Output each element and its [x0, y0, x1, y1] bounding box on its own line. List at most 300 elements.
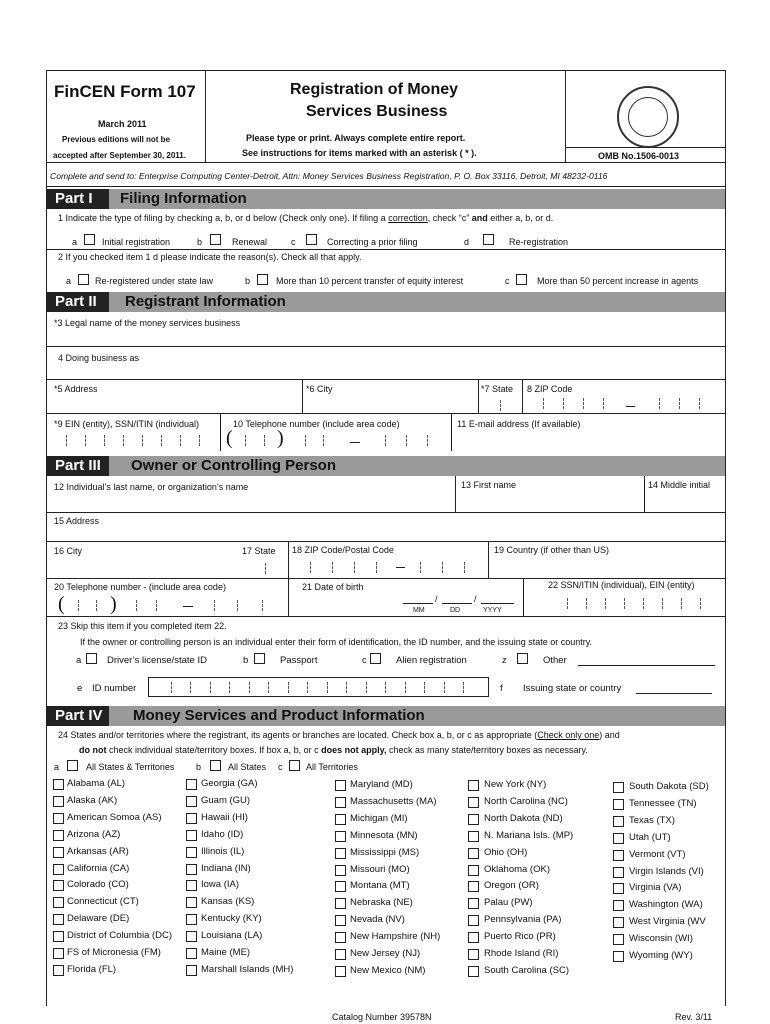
tick: [136, 600, 137, 611]
state-label: Oregon (OR): [484, 880, 539, 891]
dob-dd-line[interactable]: [442, 603, 472, 604]
tick: [262, 600, 263, 611]
state-checkbox-col1-5[interactable]: [53, 864, 64, 875]
dba-field[interactable]: [47, 364, 724, 379]
id-e-letter: e: [77, 683, 83, 694]
agents-increase-checkbox[interactable]: [516, 274, 527, 285]
line: [46, 512, 725, 513]
send-to: Complete and send to: Enterprise Computing Center-Detroit, Attn: Money Services Business Registration, P. O. Box 33116, Detroit, MI 48232-0116: [50, 171, 608, 181]
state-checkbox-col2-1[interactable]: [186, 796, 197, 807]
state-checkbox-col1-7[interactable]: [53, 897, 64, 908]
tick: [180, 435, 181, 446]
state-checkbox-col5-6[interactable]: [613, 883, 624, 894]
tick: [662, 598, 663, 609]
line: [46, 346, 725, 347]
tick: [679, 398, 680, 409]
tick: [583, 398, 584, 409]
tick: [464, 562, 465, 573]
correcting-label: Correcting a prior filing: [327, 237, 418, 247]
state-checkbox-col3-5[interactable]: [335, 865, 346, 876]
zip-dash: [626, 406, 635, 407]
state-checkbox-col5-5[interactable]: [613, 867, 624, 878]
tick: [288, 682, 289, 693]
tick: [406, 435, 407, 446]
tick: [624, 598, 625, 609]
state-label: Utah (UT): [629, 832, 671, 843]
header-divider-right: [565, 70, 566, 162]
state-checkbox-col2-4[interactable]: [186, 847, 197, 858]
dob-label: 21 Date of birth: [302, 582, 364, 592]
part2-title: Registrant Information: [125, 293, 286, 310]
state-checkbox-col4-8[interactable]: [468, 915, 479, 926]
equity-transfer-label: More than 10 percent transfer of equity interest: [276, 276, 464, 286]
state-checkbox-col3-0[interactable]: [335, 780, 346, 791]
owner-phone-close-paren: ): [110, 593, 117, 615]
reason-c-letter: c: [505, 276, 510, 286]
tick: [385, 682, 386, 693]
tick: [123, 435, 124, 446]
line: [46, 616, 725, 617]
state-checkbox-col2-11[interactable]: [186, 965, 197, 976]
scope-b-letter: b: [196, 762, 202, 772]
state-checkbox-col2-7[interactable]: [186, 897, 197, 908]
state-label: Mississippi (MS): [350, 847, 420, 858]
phone-open-paren: (: [226, 427, 233, 449]
state-checkbox-col1-2[interactable]: [53, 813, 64, 824]
all-states-label: All States: [228, 762, 267, 772]
tick: [237, 600, 238, 611]
state-label: Puerto Rico (PR): [484, 931, 556, 942]
item24-text-2: do not check individual state/territory boxes. If box a, b, or c does not apply, check as many state/territory boxes as necessary.: [79, 745, 588, 755]
state-label: North Carolina (NC): [484, 796, 568, 807]
state-checkbox-col4-6[interactable]: [468, 881, 479, 892]
owner-city-label: 16 City: [54, 546, 83, 556]
all-states-territories-label: All States & Territories: [86, 762, 175, 772]
tick: [156, 600, 157, 611]
title-line-2: Services Business: [306, 103, 448, 120]
agents-increase-label: More than 50 percent increase in agents: [537, 276, 699, 286]
state-label: *7 State: [481, 384, 514, 394]
state-checkbox-col5-2[interactable]: [613, 816, 624, 827]
legal-name-field[interactable]: [47, 330, 724, 346]
state-label: Missouri (MO): [350, 864, 410, 875]
item23-text: 23 Skip this item if you completed item 22.: [58, 621, 227, 631]
dob-yyyy-line[interactable]: [481, 603, 514, 604]
equity-transfer-checkbox[interactable]: [257, 274, 268, 285]
dob-dd-label: DD: [450, 607, 461, 614]
part1-label: Part I: [47, 189, 109, 209]
state-checkbox-col3-6[interactable]: [335, 881, 346, 892]
state-label: Michigan (MI): [350, 813, 408, 824]
state-label: Colorado (CO): [67, 879, 129, 890]
email-field[interactable]: [453, 430, 724, 450]
state-checkbox-col3-3[interactable]: [335, 831, 346, 842]
tick: [681, 598, 682, 609]
state-checkbox-col5-9[interactable]: [613, 934, 624, 945]
prev-editions-1: Previous editions will not be: [62, 135, 171, 144]
filing-b-letter: b: [197, 237, 203, 247]
correcting-checkbox[interactable]: [306, 234, 317, 245]
state-label: South Dakota (SD): [629, 781, 709, 792]
scope-a-letter: a: [54, 762, 60, 772]
tick: [85, 435, 86, 446]
state-label: Marshall Islands (MH): [201, 964, 294, 975]
vline: [488, 541, 489, 578]
tick: [700, 598, 701, 609]
state-checkbox-col3-8[interactable]: [335, 915, 346, 926]
alien-registration-checkbox[interactable]: [370, 653, 381, 664]
tick: [310, 562, 311, 573]
tick: [78, 600, 79, 611]
tick: [427, 435, 428, 446]
address-field[interactable]: [47, 395, 302, 412]
phone-field[interactable]: [222, 427, 450, 450]
state-label: Oklahoma (OK): [484, 864, 550, 875]
legal-name-label: *3 Legal name of the money services business: [54, 318, 241, 328]
fincen-seal-icon: [617, 86, 679, 148]
re-registration-checkbox[interactable]: [483, 234, 494, 245]
state-label: Rhode Island (RI): [484, 948, 559, 959]
owner-phone-dash: [183, 606, 193, 607]
vline: [302, 379, 303, 413]
state-checkbox-col4-0[interactable]: [468, 780, 479, 791]
state-label: N. Mariana Isls. (MP): [484, 830, 574, 841]
issuing-state-label: Issuing state or country: [523, 683, 622, 694]
filing-a-letter: a: [72, 237, 78, 247]
state-checkbox-col5-3[interactable]: [613, 833, 624, 844]
state-checkbox-col1-10[interactable]: [53, 948, 64, 959]
state-checkbox-col1-3[interactable]: [53, 830, 64, 841]
owner-state-label: 17 State: [242, 546, 276, 556]
tick: [405, 682, 406, 693]
state-label: District of Columbia (DC): [67, 930, 173, 941]
state-label: Illinois (IL): [201, 846, 245, 857]
re-registration-label: Re-registration: [509, 237, 569, 247]
tick: [605, 598, 606, 609]
owner-name-field[interactable]: [47, 493, 454, 511]
state-checkbox-col3-9[interactable]: [335, 932, 346, 943]
state-checkbox-col2-0[interactable]: [186, 779, 197, 790]
state-label: Connecticut (CT): [67, 896, 139, 907]
city-field[interactable]: [304, 395, 476, 412]
state-label: Ohio (OH): [484, 847, 528, 858]
state-checkbox-col3-1[interactable]: [335, 797, 346, 808]
re-registered-state-law-label: Re-registered under state law: [95, 276, 214, 286]
dob-yyyy-label: YYYY: [483, 607, 502, 614]
passport-checkbox[interactable]: [254, 653, 265, 664]
state-checkbox-col1-0[interactable]: [53, 779, 64, 790]
state-checkbox-col4-10[interactable]: [468, 949, 479, 960]
tick: [245, 435, 246, 446]
state-label: Washington (WA): [629, 899, 703, 910]
other-id-checkbox[interactable]: [517, 653, 528, 664]
re-registered-state-law-checkbox[interactable]: [78, 274, 89, 285]
instructions-2: See instructions for items marked with an asterisk ( * ).: [242, 148, 477, 158]
all-states-territories-checkbox[interactable]: [67, 760, 78, 771]
state-checkbox-col1-6[interactable]: [53, 880, 64, 891]
state-checkbox-col1-4[interactable]: [53, 847, 64, 858]
initial-registration-checkbox[interactable]: [84, 234, 95, 245]
tick: [500, 400, 501, 411]
drivers-license-checkbox[interactable]: [86, 653, 97, 664]
state-label: North Dakota (ND): [484, 813, 563, 824]
state-checkbox-col3-11[interactable]: [335, 966, 346, 977]
tick: [104, 435, 105, 446]
state-label: Nevada (NV): [350, 914, 405, 925]
state-checkbox-col5-1[interactable]: [613, 799, 624, 810]
state-checkbox-col4-11[interactable]: [468, 966, 479, 977]
tick: [323, 435, 324, 446]
tick: [563, 398, 564, 409]
state-label: Louisiana (LA): [201, 930, 263, 941]
tick: [210, 682, 211, 693]
state-label: Kentucky (KY): [201, 913, 262, 924]
state-label: Hawaii (HI): [201, 812, 248, 823]
tick: [307, 682, 308, 693]
state-label: Palau (PW): [484, 897, 533, 908]
part3-label: Part III: [47, 456, 109, 476]
state-checkbox-col2-8[interactable]: [186, 914, 197, 925]
tick: [346, 682, 347, 693]
tick: [643, 598, 644, 609]
middle-initial-field[interactable]: [646, 493, 724, 511]
ein-label: *9 EIN (entity), SSN/ITIN (individual): [54, 419, 200, 429]
tick: [424, 682, 425, 693]
owner-zip-label: 18 ZIP Code/Postal Code: [292, 545, 394, 555]
tick: [442, 562, 443, 573]
state-checkbox-col1-11[interactable]: [53, 965, 64, 976]
state-checkbox-col2-3[interactable]: [186, 830, 197, 841]
state-checkbox-col3-2[interactable]: [335, 814, 346, 825]
owner-address-field[interactable]: [47, 527, 724, 541]
country-label: 19 Country (if other than US): [494, 545, 610, 555]
renewal-checkbox[interactable]: [210, 234, 221, 245]
tick: [354, 562, 355, 573]
tick: [96, 600, 97, 611]
state-checkbox-col4-1[interactable]: [468, 797, 479, 808]
state-checkbox-col5-4[interactable]: [613, 850, 624, 861]
owner-phone-field[interactable]: [47, 592, 287, 614]
line: [46, 379, 725, 380]
owner-phone-label: 20 Telephone number - (include area code): [54, 582, 226, 592]
state-label: Wisconsin (WI): [629, 933, 693, 944]
id-f-letter: f: [500, 683, 503, 694]
tick: [171, 682, 172, 693]
owner-state-field[interactable]: [240, 557, 287, 577]
state-checkbox-col2-5[interactable]: [186, 864, 197, 875]
state-label: South Carolina (SC): [484, 965, 570, 976]
state-label: Tennessee (TN): [629, 798, 697, 809]
all-territories-checkbox[interactable]: [289, 760, 300, 771]
send-to-line: [46, 186, 725, 187]
item24-text-1: 24 States and/or territories where the registrant, its agents or branches are located. Check box a, b, or c as appropriate (Check only one) and: [58, 730, 620, 740]
dob-sep-1: /: [435, 594, 438, 604]
owner-phone-open-paren: (: [58, 593, 65, 615]
tick: [229, 682, 230, 693]
part3-header: [47, 456, 725, 476]
tick: [332, 562, 333, 573]
alien-registration-label: Alien registration: [396, 655, 467, 666]
part1-header: [47, 189, 725, 209]
state-label: Pennsylvania (PA): [484, 914, 562, 925]
ein-field[interactable]: [47, 430, 219, 450]
state-label: Iowa (IA): [201, 879, 240, 890]
other-id-line[interactable]: [578, 665, 715, 666]
state-label: Delaware (DE): [67, 913, 130, 924]
owner-name-label: 12 Individual’s last name, or organization’s name: [54, 482, 249, 492]
part3-title: Owner or Controlling Person: [131, 457, 337, 474]
email-label: 11 E-mail address (If available): [457, 419, 581, 429]
state-checkbox-col5-0[interactable]: [613, 782, 624, 793]
id-b-letter: b: [243, 655, 249, 666]
tick: [190, 682, 191, 693]
tick: [463, 682, 464, 693]
vline: [478, 379, 479, 413]
state-label: New Mexico (NM): [350, 965, 426, 976]
dob-mm-line[interactable]: [403, 603, 433, 604]
line: [46, 413, 725, 414]
part4-title: Money Services and Product Information: [133, 707, 425, 724]
tick: [699, 398, 700, 409]
part4-label: Part IV: [47, 706, 109, 726]
tick: [543, 398, 544, 409]
state-checkbox-col2-6[interactable]: [186, 880, 197, 891]
state-label: Maine (ME): [201, 947, 251, 958]
all-states-checkbox[interactable]: [210, 760, 221, 771]
state-label: Minnesota (MN): [350, 830, 418, 841]
owner-ssn-label: 22 SSN/ITIN (individual), EIN (entity): [548, 580, 695, 590]
state-label: Alaska (AK): [67, 795, 118, 806]
state-label: Wyoming (WY): [629, 950, 693, 961]
zip-field[interactable]: [524, 395, 724, 412]
state-checkbox-col4-2[interactable]: [468, 814, 479, 825]
initial-registration-label: Initial registration: [102, 237, 171, 247]
state-checkbox-col4-9[interactable]: [468, 932, 479, 943]
state-label: American Somoa (AS): [67, 812, 162, 823]
state-label: Texas (TX): [629, 815, 675, 826]
renewal-label: Renewal: [232, 237, 268, 247]
phone-close-paren: ): [277, 427, 284, 449]
tick: [264, 435, 265, 446]
omb-number: OMB No.1506-0013: [598, 151, 680, 161]
state-checkbox-col2-9[interactable]: [186, 931, 197, 942]
state-checkbox-col3-4[interactable]: [335, 848, 346, 859]
state-checkbox-col2-2[interactable]: [186, 813, 197, 824]
line: [46, 541, 725, 542]
tick: [161, 435, 162, 446]
state-label: New York (NY): [484, 779, 547, 790]
state-checkbox-col5-7[interactable]: [613, 900, 624, 911]
state-checkbox-col2-10[interactable]: [186, 948, 197, 959]
state-checkbox-col4-3[interactable]: [468, 831, 479, 842]
state-label: Vermont (VT): [629, 849, 686, 860]
state-checkbox-col3-10[interactable]: [335, 949, 346, 960]
state-label: Guam (GU): [201, 795, 251, 806]
tick: [444, 682, 445, 693]
header-bottom-line: [46, 162, 725, 163]
state-label: Nebraska (NE): [350, 897, 413, 908]
tick: [385, 435, 386, 446]
tick: [66, 435, 67, 446]
vline: [644, 476, 645, 512]
tick: [199, 435, 200, 446]
country-field[interactable]: [490, 557, 724, 577]
state-label: Virginia (VA): [629, 882, 682, 893]
part2-header: [47, 292, 725, 312]
state-label: Virgin Islands (VI): [629, 866, 704, 877]
state-checkbox-col4-7[interactable]: [468, 898, 479, 909]
id-number-label: ID number: [92, 683, 137, 694]
owner-address-label: 15 Address: [54, 516, 100, 526]
phone-label: 10 Telephone number (include area code): [233, 419, 400, 429]
header-divider-left: [205, 70, 206, 162]
line: [46, 249, 725, 250]
form-name: FinCEN Form 107: [54, 82, 196, 101]
tick: [214, 600, 215, 611]
state-checkbox-col1-8[interactable]: [53, 914, 64, 925]
state-checkbox-col1-1[interactable]: [53, 796, 64, 807]
form-date: March 2011: [98, 119, 147, 129]
id-number-field[interactable]: [148, 677, 489, 697]
vline: [220, 413, 221, 451]
reason-a-letter: a: [66, 276, 72, 286]
state-label: FS of Micronesia (FM): [67, 947, 161, 958]
other-id-label: Other: [543, 655, 567, 666]
id-a-letter: a: [76, 655, 82, 666]
state-checkbox-col3-7[interactable]: [335, 898, 346, 909]
state-label: Massachusetts (MA): [350, 796, 437, 807]
id-c-letter: c: [362, 655, 367, 666]
owner-zip-dash: [396, 567, 405, 568]
filing-c-letter: c: [291, 237, 296, 247]
state-field[interactable]: [480, 395, 522, 412]
dob-mm-label: MM: [413, 607, 425, 614]
state-checkbox-col4-5[interactable]: [468, 865, 479, 876]
state-checkbox-col4-4[interactable]: [468, 848, 479, 859]
phone-dash: [350, 442, 360, 443]
tick: [366, 682, 367, 693]
tick: [142, 435, 143, 446]
owner-city-field[interactable]: [47, 557, 236, 577]
vline: [523, 578, 524, 616]
state-label: Kansas (KS): [201, 896, 255, 907]
first-name-label: 13 First name: [461, 480, 517, 490]
id-z-letter: z: [502, 655, 507, 666]
first-name-field[interactable]: [457, 493, 643, 511]
state-label: Montana (MT): [350, 880, 410, 891]
state-checkbox-col5-8[interactable]: [613, 917, 624, 928]
vline: [288, 578, 289, 616]
prev-editions-2: accepted after September 30, 2011.: [53, 151, 186, 160]
reason-b-letter: b: [245, 276, 251, 286]
tick: [659, 398, 660, 409]
all-territories-label: All Territories: [306, 762, 358, 772]
state-label: Arkansas (AR): [67, 846, 129, 857]
issuing-state-line[interactable]: [636, 693, 712, 694]
state-checkbox-col1-9[interactable]: [53, 931, 64, 942]
item1-text: 1 Indicate the type of filing by checking a, b, or d below (Check only one). If filing a correction, check “c” and either a, b, or d.: [58, 213, 554, 223]
address-label: *5 Address: [54, 384, 98, 394]
state-label: Florida (FL): [67, 964, 117, 975]
state-label: Indiana (IN): [201, 863, 251, 874]
tick: [305, 435, 306, 446]
owner-zip-field[interactable]: [290, 557, 487, 577]
vline: [455, 476, 456, 512]
state-checkbox-col5-10[interactable]: [613, 951, 624, 962]
part2-label: Part II: [47, 292, 109, 312]
vline: [522, 379, 523, 413]
tick: [268, 682, 269, 693]
